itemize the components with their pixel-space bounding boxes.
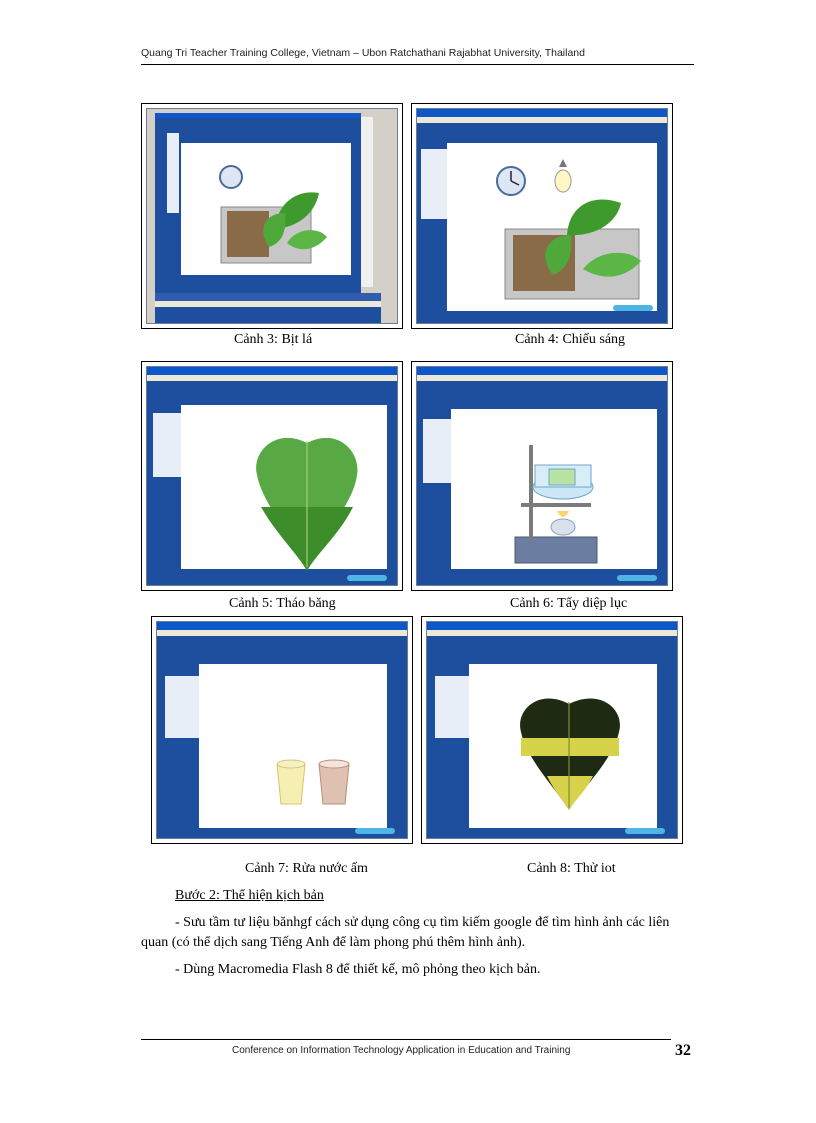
figure-scene-4	[411, 103, 673, 329]
caption-scene-6: Cảnh 6: Tẩy diệp lục	[510, 596, 628, 611]
figure-scene-5	[141, 361, 403, 591]
page-header: Quang Tri Teacher Training College, Vietnam – Ubon Ratchathani Rajabhat University, Thailand	[141, 47, 694, 65]
screenshot-scene-5	[146, 366, 398, 586]
figure-scene-8	[421, 616, 683, 844]
caption-scene-3: Cảnh 3: Bịt lá	[234, 332, 313, 347]
flash-window-scene-8	[427, 622, 678, 839]
caption-scene-5: Cảnh 5: Tháo băng	[229, 596, 336, 611]
caption-scene-4: Cảnh 4: Chiếu sáng	[515, 332, 626, 347]
caption-scene-8: Cảnh 8: Thử iot	[527, 861, 616, 876]
screenshot-scene-4	[416, 108, 668, 324]
paragraph-1: - Sưu tầm tư liệu bănhgf cách sử dụng công cụ tìm kiếm google để tìm hình ảnh các liên quan (có thể dịch sang Tiếng Anh để làm phong phú thêm hình ảnh).	[141, 915, 670, 950]
screenshot-scene-7	[156, 621, 408, 839]
flash-window-scene-5	[147, 367, 398, 586]
caption-scene-7: Cảnh 7: Rửa nước ấm	[245, 861, 368, 876]
flash-window-scene-6	[417, 367, 668, 586]
flash-window-scene-3	[147, 109, 398, 324]
figure-scene-6	[411, 361, 673, 591]
footer-rule	[141, 1039, 671, 1040]
paragraph-2: - Dùng Macromedia Flash 8 để thiết kế, mô phỏng theo kịch bản.	[175, 962, 541, 977]
footer-text: Conference on Information Technology Application in Education and Training	[232, 1045, 571, 1056]
screenshot-scene-3	[146, 108, 398, 324]
screenshot-scene-8	[426, 621, 678, 839]
page-number: 32	[675, 1042, 691, 1059]
flash-window-scene-4	[417, 109, 668, 324]
flash-window-scene-7	[157, 622, 408, 839]
screenshot-scene-6	[416, 366, 668, 586]
step-title: Bước 2: Thể hiện kịch bản	[175, 888, 324, 903]
figure-scene-3	[141, 103, 403, 329]
figure-scene-7	[151, 616, 413, 844]
